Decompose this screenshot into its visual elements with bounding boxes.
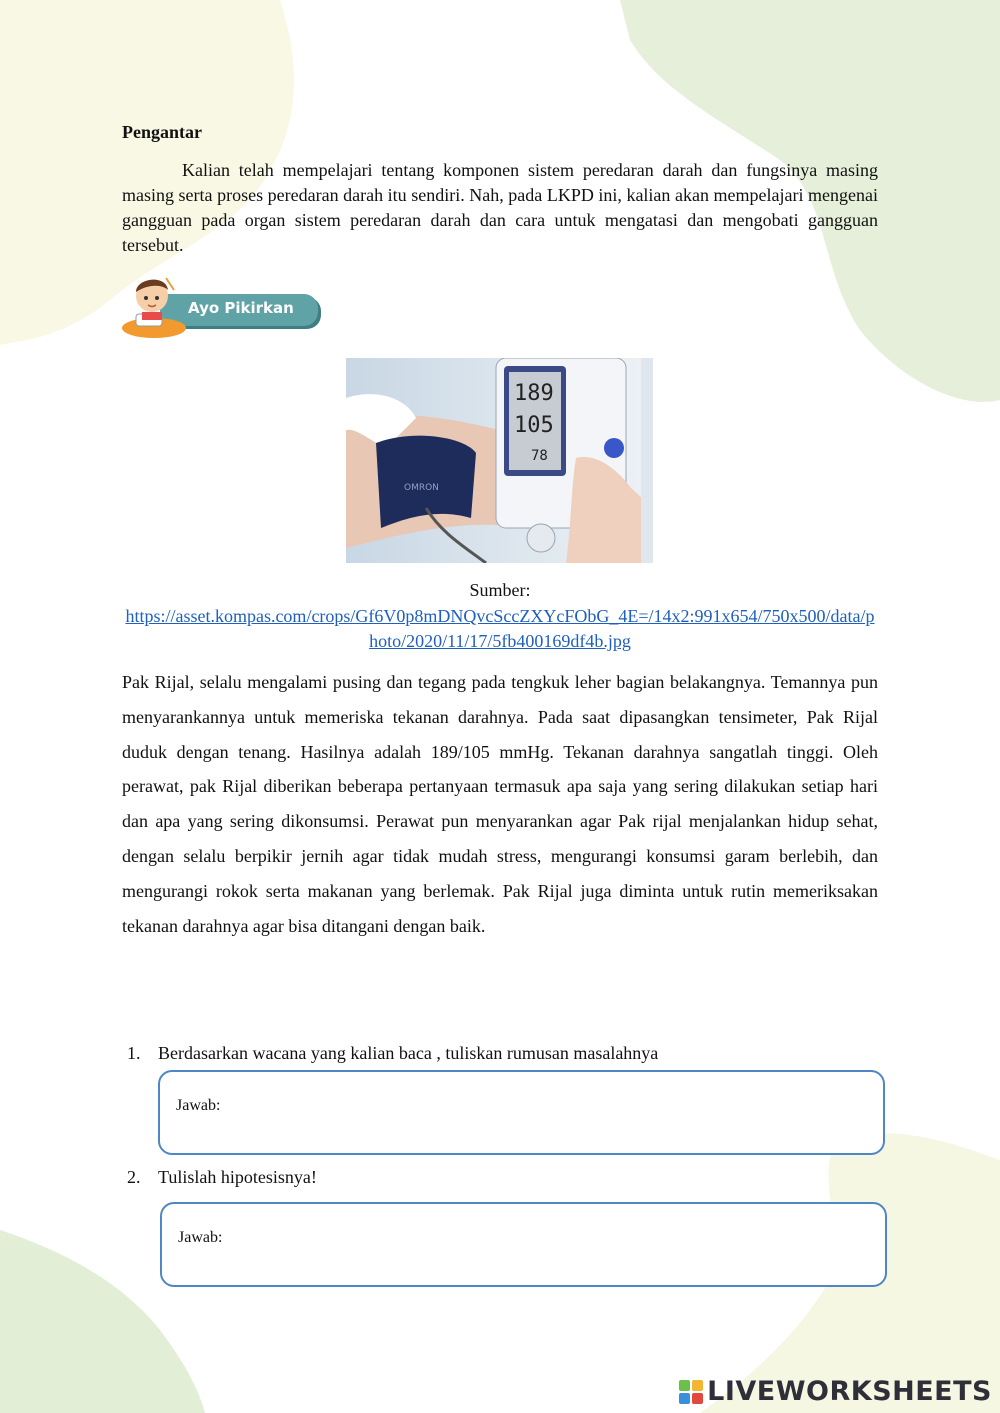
display-systolic: 189 — [514, 381, 554, 406]
brand-text: LIVEWORKSHEETS — [707, 1376, 992, 1407]
question-number: 1. — [127, 1043, 141, 1063]
question-text: Berdasarkan wacana yang kalian baca , tuliskan rumusan masalahnya — [158, 1043, 659, 1063]
ayo-pikirkan-badge — [122, 272, 322, 342]
question-text: Tulislah hipotesisnya! — [158, 1167, 317, 1187]
display-pulse: 78 — [531, 448, 548, 464]
answer-label: Jawab: — [178, 1229, 223, 1246]
source-label: Sumber: — [469, 580, 531, 600]
liveworksheets-logo — [679, 1376, 992, 1407]
display-diastolic: 105 — [514, 413, 554, 438]
answer-label: Jawab: — [176, 1097, 221, 1114]
story-paragraph: Pak Rijal, selalu mengalami pusing dan tegang pada tengkuk leher bagian belakangnya. Temannya pun menyarankannya untuk memeriska tekanan darahnya. Pada saat dipasangkan tensimeter, Pak Rijal duduk dengan tenang. Hasilnya adalah 189/105 mmHg. Tekanan darahnya sangatlah tinggi. Oleh perawat, pak Rijal diberikan beberapa pertanyaan termasuk apa saja yang sering dilakukan setiap hari dan apa yang sering dikonsumsi. Perawat pun menyarankan agar Pak rijal menjalankan hidup sehat, dengan selalu berpikir jernih agar tidak mudah stress, mengurangi konsumsi garam berlebih, dan mengurangi rokok serta makanan yang berlemak. Pak Rijal juga diminta untuk rutin memeriksakan tekanan darahnya agar bisa ditangani dengan baik. — [122, 672, 878, 936]
section-heading: Pengantar — [122, 122, 202, 142]
answer-box-1[interactable] — [158, 1070, 885, 1155]
source-link[interactable]: https://asset.kompas.com/crops/Gf6V0p8mDNQvcSccZXYcFObG_4E=/14x2:991x654/750x500/data/photo/2020/11/17/5fb400169df4b.jpg — [125, 606, 875, 651]
svg-text:OMRON: OMRON — [404, 483, 439, 493]
intro-paragraph: Kalian telah mempelajari tentang komponen sistem peredaran darah dan fungsinya masing masing serta proses peredaran darah itu sendiri. Nah, pada LKPD ini, kalian akan mempelajari mengenai gangguan pada organ sistem peredaran darah dan cara untuk mengatasi dan mengobati gangguan tersebut. — [122, 160, 878, 255]
badge-label: Ayo Pikirkan — [188, 299, 294, 317]
blood-pressure-photo — [346, 358, 653, 563]
liveworksheets-icon — [679, 1380, 703, 1404]
question-1 — [127, 1043, 827, 1067]
thinking-child-icon — [122, 272, 192, 342]
question-number: 2. — [127, 1167, 141, 1187]
question-2 — [127, 1167, 827, 1191]
answer-box-2[interactable] — [160, 1202, 887, 1287]
